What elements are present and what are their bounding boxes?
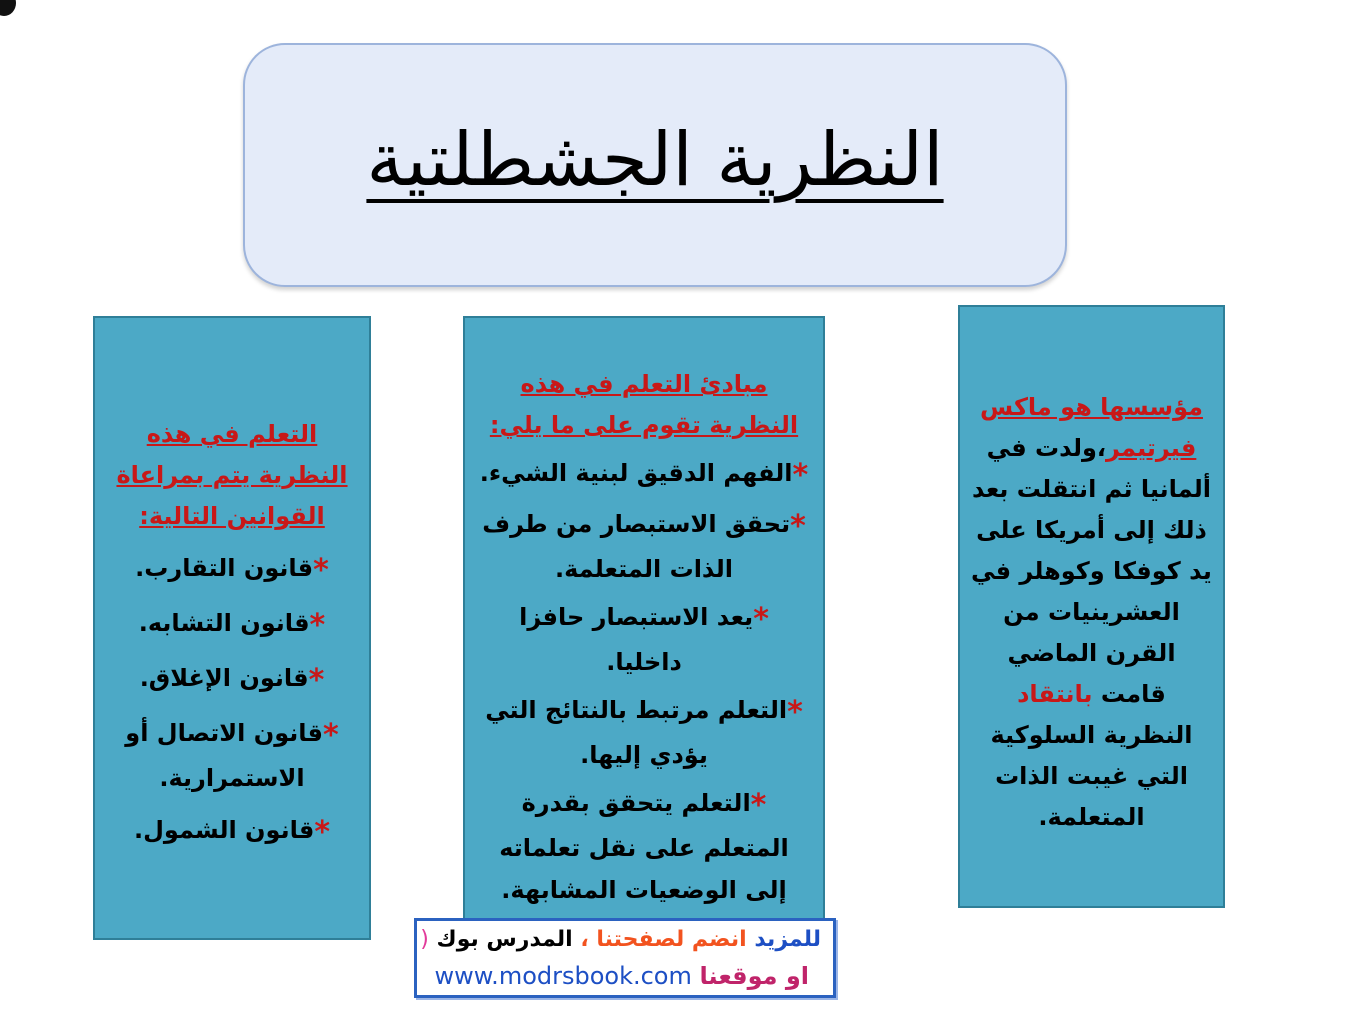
law-item: *قانون التقارب.	[135, 553, 329, 588]
bullet-star: *	[750, 788, 767, 823]
banner-site-row	[435, 962, 810, 990]
bullet-star: *	[308, 663, 325, 698]
critique-rest: النظرية السلوكية التي غيبت الذات المتعلمة.	[990, 721, 1193, 831]
law-item: *قانون الشمول.	[133, 815, 331, 850]
banner-page-name[interactable]: المدرس بوك	[436, 927, 573, 952]
page-title: النظرية الجشطلتية	[366, 117, 944, 203]
bullet-star: *	[309, 608, 326, 643]
title-box	[243, 43, 1067, 287]
bullet-star: *	[753, 602, 769, 637]
founder-card	[958, 305, 1225, 908]
founder-heading: مؤسسها هو ماكس	[980, 393, 1203, 421]
principle-item: *تحقق الاستبصار من طرف الذات المتعلمة.	[482, 509, 806, 583]
critique-word: بانتقاد	[1017, 680, 1093, 708]
founder-name: فيرتيمر	[1106, 434, 1197, 462]
bullet-star: *	[792, 458, 809, 493]
bullet-star: *	[314, 815, 331, 850]
banner-or-site: او موقعنا	[699, 962, 809, 990]
bullet-star: *	[790, 509, 806, 544]
site-banner[interactable]	[414, 918, 836, 998]
founder-text	[970, 387, 1213, 674]
bullet-star: *	[313, 553, 329, 588]
law-item: *قانون الإغلاق.	[139, 663, 325, 698]
bullet-star: *	[787, 695, 803, 730]
bullet-star: *	[323, 718, 339, 753]
law-item: *قانون التشابه.	[138, 608, 326, 643]
banner-join: انضم لصفحتنا	[596, 927, 747, 952]
principles-heading: مبادئ التعلم في هذه النظرية تقوم على ما يلي:	[489, 370, 799, 439]
critique-text	[970, 674, 1213, 838]
corner-dot	[0, 0, 16, 16]
principles-card	[463, 316, 825, 940]
banner-more: للمزيد	[754, 927, 821, 952]
law-item: *قانون الاتصال أو الاستمرارية.	[125, 718, 339, 792]
critique-prefix: قامت	[1100, 680, 1166, 708]
founder-bio: ،ولدت في ألمانيا ثم انتقلت بعد ذلك إلى أمريكا على يد كوفكا وكوهلر في العشرينيات من القرن الماضي	[971, 434, 1212, 667]
principle-item: *التعلم يتحقق بقدرة المتعلم على نقل تعلماته إلى الوضعيات المشابهة.	[499, 788, 789, 904]
principle-item: *يعد الاستبصار حافزا داخليا.	[519, 602, 769, 676]
principle-item: *التعلم مرتبط بالنتائج التي يؤدي إليها.	[485, 695, 803, 769]
laws-heading: التعلم في هذه النظرية يتم بمراعاة القوانين التالية:	[116, 420, 348, 530]
laws-card	[93, 316, 371, 940]
principle-item: *الفهم الدقيق لبنية الشيء.	[479, 458, 809, 493]
banner-url-link[interactable]: www.modrsbook.com	[434, 962, 692, 990]
banner-join-row: للمزيد انضم لصفحتنا ، المدرس بوك (	[420, 927, 821, 952]
